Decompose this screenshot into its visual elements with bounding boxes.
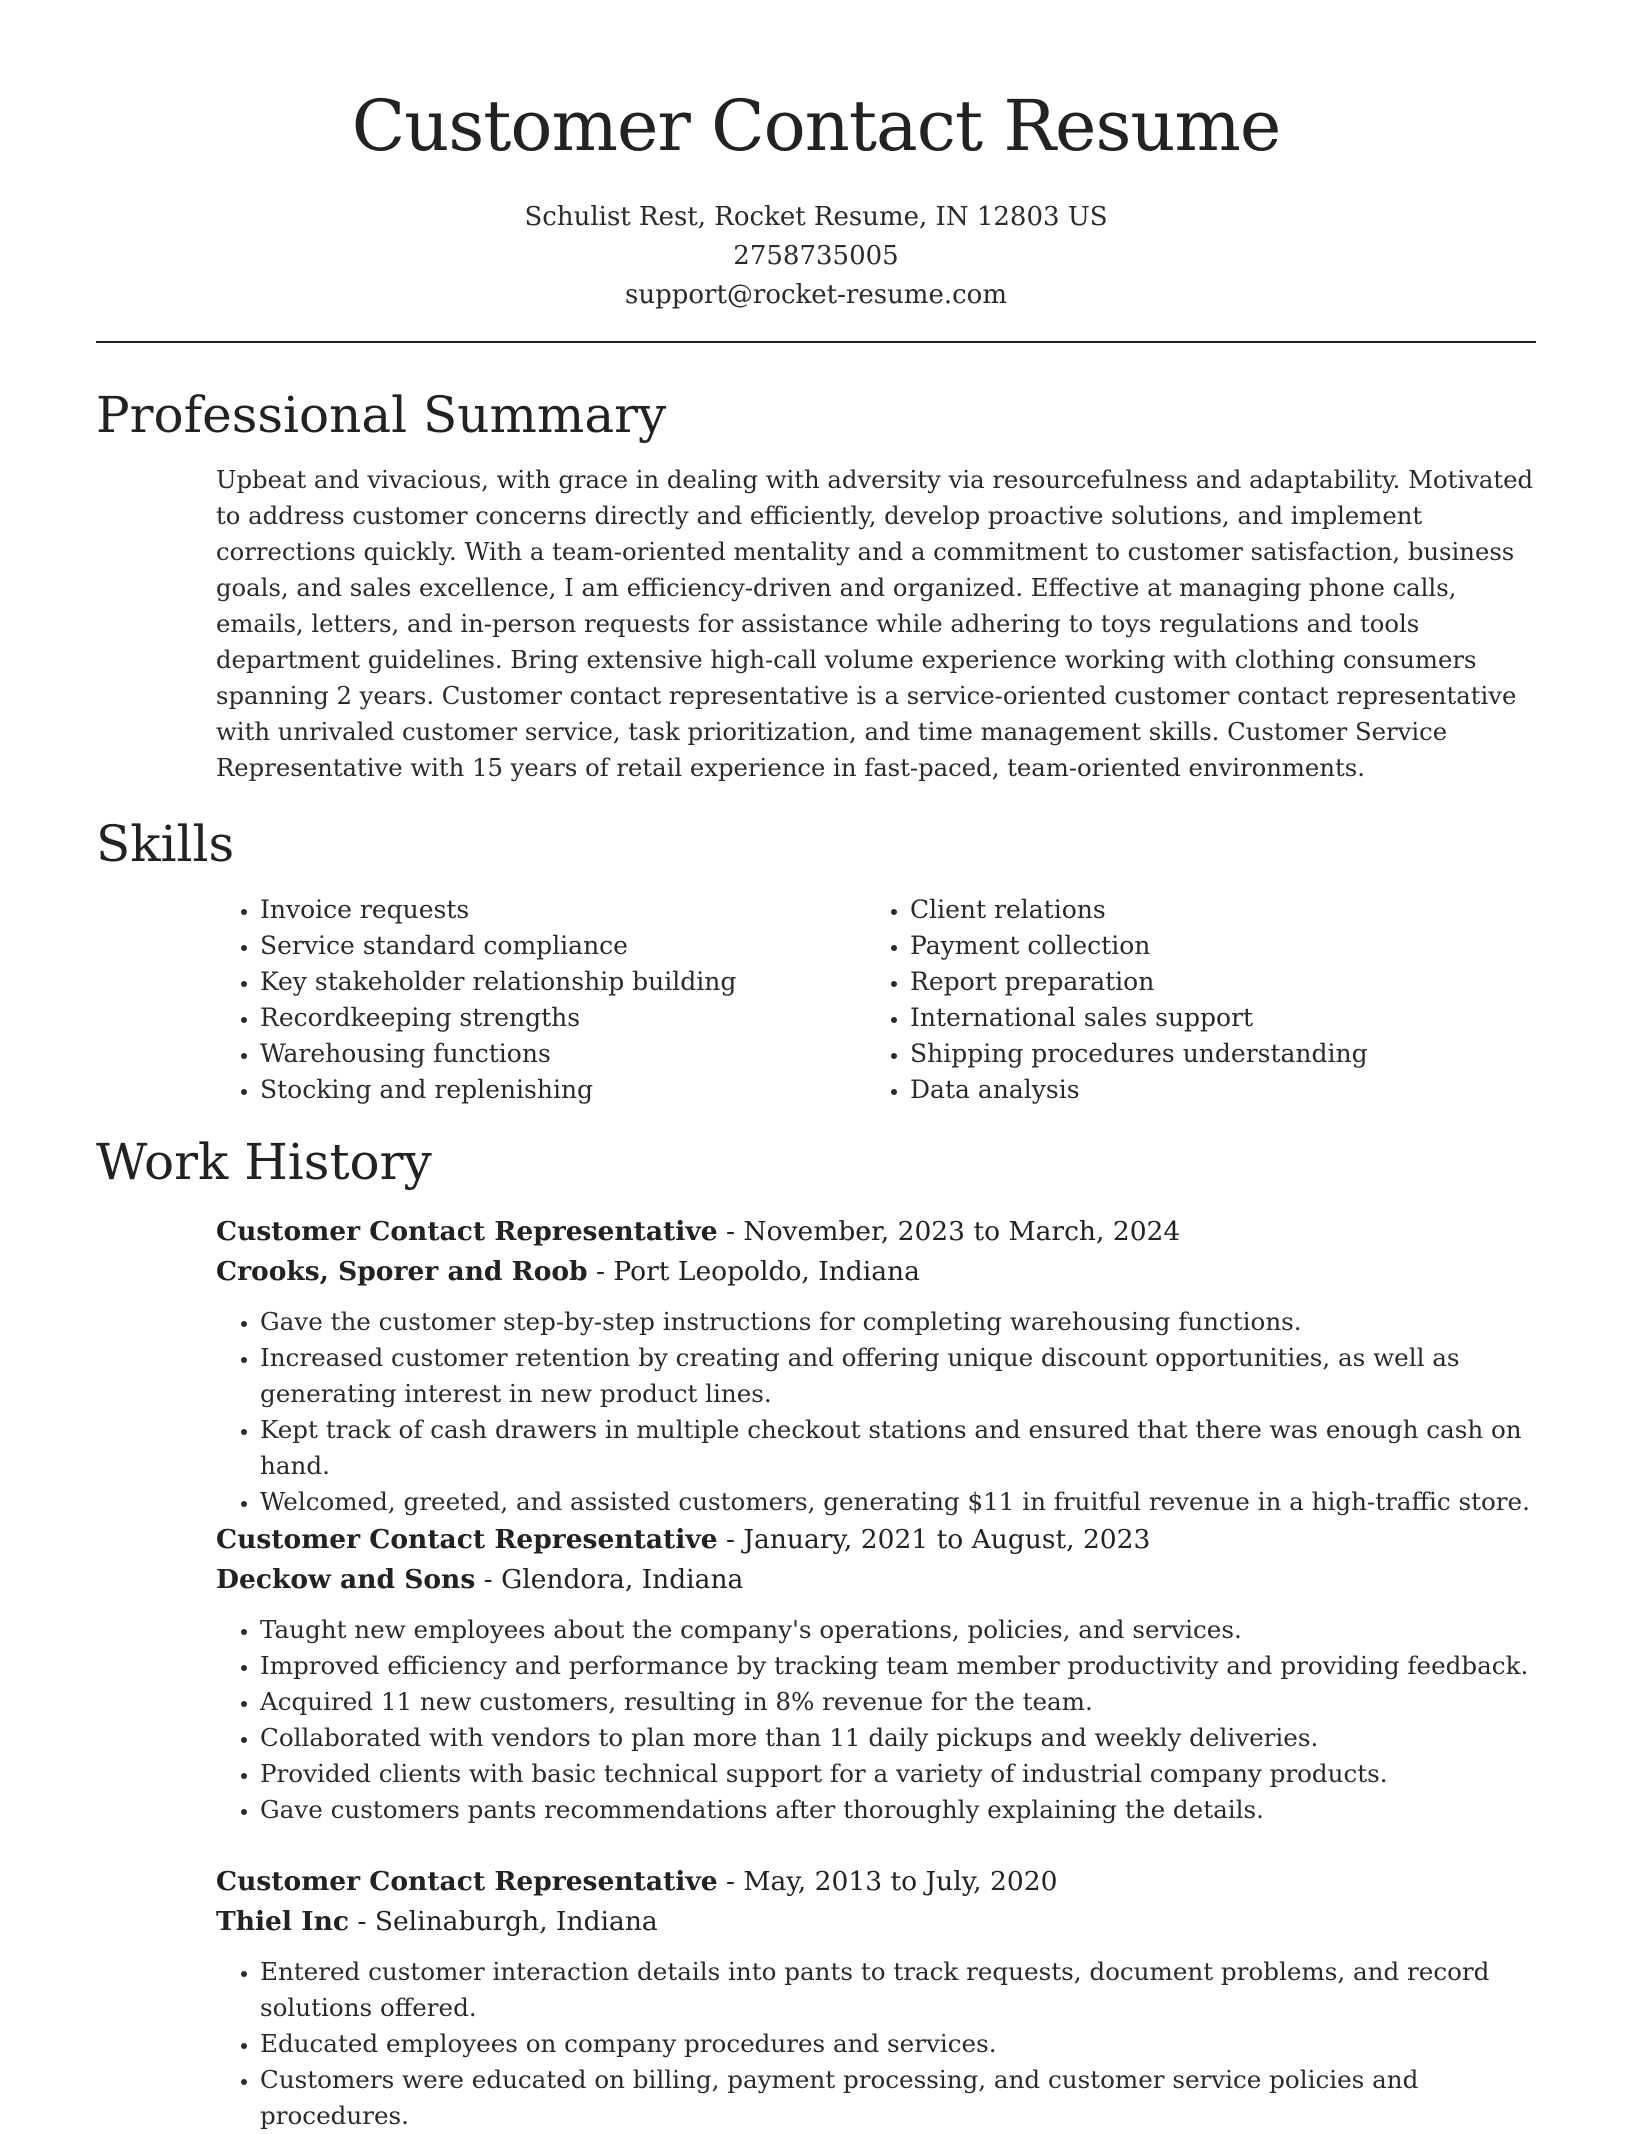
job-bullets [216,1304,1536,1520]
skill-item: • Payment collection [910,928,1368,964]
separator: - [717,1216,744,1247]
job-location: Glendora, Indiana [501,1564,744,1595]
summary-heading: Professional Summary [96,386,667,444]
job-company: Crooks, Sporer and Roob [216,1256,588,1287]
separator: - [475,1564,502,1595]
job-location: Selinaburgh, Indiana [374,1906,658,1937]
job-dates: January, 2021 to August, 2023 [743,1524,1151,1555]
job-title: Customer Contact Representative [216,1216,718,1247]
skills-list-right [866,892,1368,1108]
work-history-heading: Work History [96,1133,432,1191]
job-bullet: • Kept track of cash drawers in multiple checkout stations and ensured that there was enough cash on hand. [260,1412,1536,1484]
job-bullet: • Taught new employees about the company's operations, policies, and services. [260,1612,1536,1648]
skill-item: • Data analysis [910,1072,1368,1108]
job-company: Thiel Inc [216,1906,350,1937]
skill-item: • Warehousing functions [260,1036,736,1072]
job-bullet: • Customers were educated on billing, payment processing, and customer service policies and procedures. [260,2062,1536,2134]
job-company-line [216,1252,1536,1292]
separator: - [717,1866,744,1897]
job-bullet: • Gave customers pants recommendations after thoroughly explaining the details. [260,1792,1536,1828]
contact-info [0,198,1632,315]
job-bullet: • Welcomed, greeted, and assisted customers, generating $11 in fruitful revenue in a high-traffic store. [260,1484,1536,1520]
contact-email: support@rocket-resume.com [624,280,1007,310]
job-title: Customer Contact Representative [216,1866,718,1897]
skill-item: • Key stakeholder relationship building [260,964,736,1000]
job-title: Customer Contact Representative [216,1524,718,1555]
skills-list-left [216,892,736,1108]
job-bullet: • Educated employees on company procedures and services. [260,2026,1536,2062]
job-dates: November, 2023 to March, 2024 [743,1216,1181,1247]
job-bullet: • Collaborated with vendors to plan more than 11 daily pickups and weekly deliveries. [260,1720,1536,1756]
job-bullets [216,1612,1536,1828]
job-bullet: • Improved efficiency and performance by tracking team member productivity and providing feedback. [260,1648,1536,1684]
job-entry [216,1212,1536,1520]
job-company: Deckow and Sons [216,1564,476,1595]
job-bullet: • Increased customer retention by creating and offering unique discount opportunities, as well as generating interest in new product lines. [260,1340,1536,1412]
skill-item: • Client relations [910,892,1368,928]
job-bullet: • Provided clients with basic technical support for a variety of industrial company products. [260,1756,1536,1792]
separator: - [349,1906,375,1937]
job-title-line [216,1862,1536,1902]
job-dates: May, 2013 to July, 2020 [743,1866,1058,1897]
skill-item: • International sales support [910,1000,1368,1036]
skills-heading: Skills [96,815,235,873]
job-bullet: • Acquired 11 new customers, resulting in 8% revenue for the team. [260,1684,1536,1720]
job-company-line [216,1902,1536,1942]
separator: - [587,1256,614,1287]
skill-item: • Service standard compliance [260,928,736,964]
job-bullets [216,1954,1536,2134]
skill-item: • Recordkeeping strengths [260,1000,736,1036]
job-entry [216,1520,1536,1828]
skill-item: • Report preparation [910,964,1368,1000]
contact-phone: 2758735005 [733,241,899,271]
job-bullet: • Entered customer interaction details into pants to track requests, document problems, and record solutions offered. [260,1954,1536,2026]
skill-item: • Stocking and replenishing [260,1072,736,1108]
header-divider [96,341,1536,343]
job-location: Port Leopoldo, Indiana [613,1256,920,1287]
contact-address: Schulist Rest, Rocket Resume, IN 12803 US [524,202,1108,232]
job-title-line [216,1212,1536,1252]
resume-header [0,76,1632,315]
job-title-line [216,1520,1536,1560]
job-entry [216,1862,1536,2134]
summary-text: Upbeat and vivacious, with grace in dealing with adversity via resourcefulness and adaptability. Motivated to address customer concerns directly and efficiently, develop proactive solutions, and implement corrections quickly. With a team-oriented mentality and a commitment to customer satisfaction, business goals, and sales excellence, I am efficiency-driven and organized. Effective at managing phone calls, emails, letters, and in-person requests for assistance while adhering to toys regulations and tools department guidelines. Bring extensive high-call volume experience working with clothing consumers spanning 2 years. Customer contact representative is a service-oriented customer contact representative with unrivaled customer service, task prioritization, and time management skills. Customer Service Representative with 15 years of retail experience in fast-paced, team-oriented environments. [216,465,1534,782]
separator: - [717,1524,744,1555]
document-title: Customer Contact Resume [351,85,1281,167]
job-bullet: • Gave the customer step-by-step instructions for completing warehousing functions. [260,1304,1536,1340]
skill-item: • Shipping procedures understanding [910,1036,1368,1072]
job-company-line [216,1560,1536,1600]
skill-item: • Invoice requests [260,892,736,928]
